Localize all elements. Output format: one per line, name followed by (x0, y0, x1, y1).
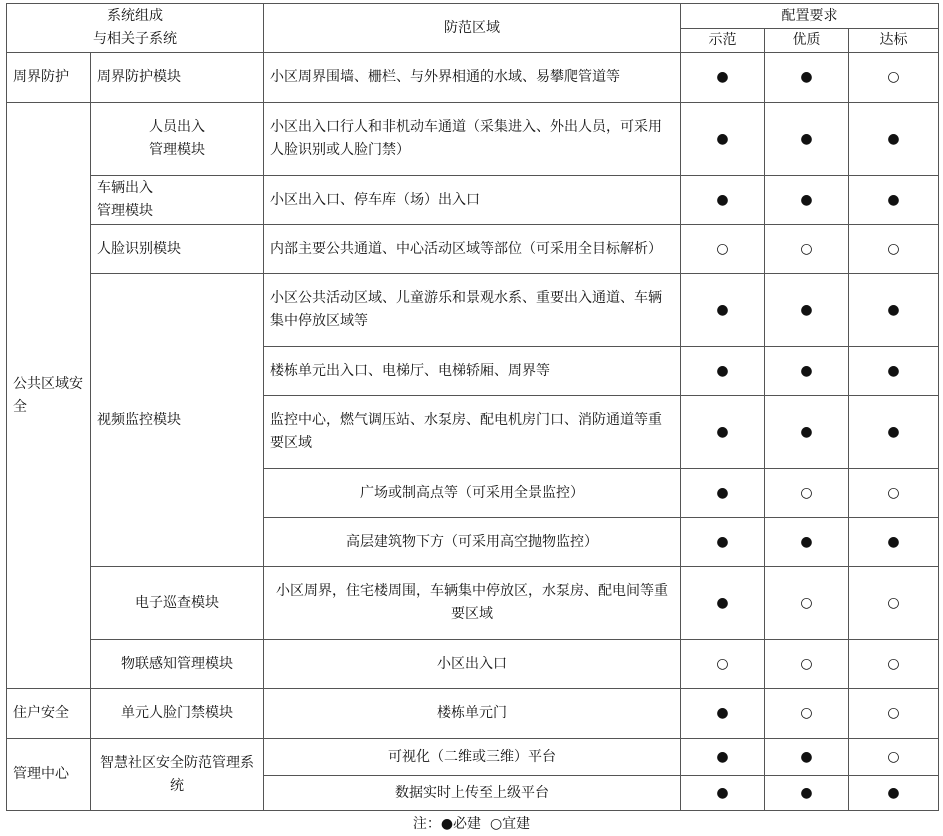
table-note (0, 814, 943, 834)
mark-quality: ● (765, 776, 849, 811)
header-area: 防范区域 (264, 4, 681, 53)
header-level-standard: 达标 (849, 29, 939, 53)
mark-demo: ● (681, 53, 765, 103)
mark-demo: ● (681, 396, 765, 469)
mark-demo: ● (681, 103, 765, 176)
mark-quality: ● (765, 347, 849, 396)
mark-quality: ● (765, 518, 849, 567)
header-config: 配置要求 (681, 4, 939, 29)
mark-quality: ○ (765, 567, 849, 640)
area-cell: 内部主要公共通道、中心活动区域等部位（可采用全目标解析） (264, 225, 681, 274)
note-required: ●必建 (440, 816, 482, 832)
module-face-recognition: 人脸识别模块 (91, 225, 264, 274)
mark-standard: ○ (849, 739, 939, 776)
mark-standard: ● (849, 776, 939, 811)
category-public: 公共区域安全 (7, 103, 91, 689)
table-row (7, 176, 939, 225)
mark-standard: ○ (849, 640, 939, 689)
mark-standard: ● (849, 176, 939, 225)
module-electronic-patrol: 电子巡查模块 (91, 567, 264, 640)
table-row (7, 274, 939, 347)
mark-quality: ● (765, 739, 849, 776)
mark-standard: ● (849, 396, 939, 469)
area-cell: 小区周界，住宅楼周围，车辆集中停放区，水泵房、配电间等重要区域 (264, 567, 681, 640)
mark-standard: ● (849, 347, 939, 396)
mark-standard: ○ (849, 469, 939, 518)
table-row (7, 103, 939, 176)
area-cell: 小区周界围墙、栅栏、与外界相通的水域、易攀爬管道等 (264, 53, 681, 103)
mark-demo: ● (681, 739, 765, 776)
mark-quality: ● (765, 53, 849, 103)
mark-quality: ● (765, 396, 849, 469)
mark-standard: ● (849, 103, 939, 176)
header-level-demo: 示范 (681, 29, 765, 53)
mark-demo: ● (681, 567, 765, 640)
mark-quality: ○ (765, 225, 849, 274)
module-smart-security-system: 智慧社区安全防范管理系统 (91, 739, 264, 811)
area-cell: 小区公共活动区域、儿童游乐和景观水系、重要出入通道、车辆集中停放区域等 (264, 274, 681, 347)
table-row (7, 53, 939, 103)
area-cell: 监控中心，燃气调压站、水泵房、配电机房门口、消防通道等重要区域 (264, 396, 681, 469)
mark-standard: ○ (849, 689, 939, 739)
module-iot-sensing: 物联感知管理模块 (91, 640, 264, 689)
area-cell: 高层建筑物下方（可采用高空抛物监控） (264, 518, 681, 567)
mark-standard: ● (849, 274, 939, 347)
category-management: 管理中心 (7, 739, 91, 811)
note-suggested: ○宜建 (489, 816, 531, 832)
area-cell: 可视化（二维或三维）平台 (264, 739, 681, 776)
table-row (7, 739, 939, 776)
mark-demo: ● (681, 518, 765, 567)
mark-standard: ○ (849, 567, 939, 640)
mark-demo: ● (681, 689, 765, 739)
area-cell: 楼栋单元出入口、电梯厅、电梯轿厢、周界等 (264, 347, 681, 396)
table-row (7, 689, 939, 739)
module-perimeter-protection: 周界防护模块 (91, 53, 264, 103)
table-row (7, 567, 939, 640)
area-cell: 楼栋单元门 (264, 689, 681, 739)
mark-demo: ● (681, 347, 765, 396)
note-prefix: 注： (412, 816, 441, 832)
area-cell: 广场或制高点等（可采用全景监控） (264, 469, 681, 518)
area-cell: 数据实时上传至上级平台 (264, 776, 681, 811)
category-perimeter: 周界防护 (7, 53, 91, 103)
table-row (7, 225, 939, 274)
mark-standard: ○ (849, 53, 939, 103)
area-cell: 小区出入口行人和非机动车通道（采集进入、外出人员，可采用人脸识别或人脸门禁） (264, 103, 681, 176)
mark-quality: ○ (765, 640, 849, 689)
mark-quality: ○ (765, 469, 849, 518)
module-unit-face-access: 单元人脸门禁模块 (91, 689, 264, 739)
module-personnel: 人员出入 管理模块 (91, 103, 264, 176)
mark-demo: ● (681, 469, 765, 518)
category-resident: 住户安全 (7, 689, 91, 739)
mark-demo: ● (681, 776, 765, 811)
mark-standard: ● (849, 518, 939, 567)
mark-quality: ○ (765, 689, 849, 739)
header-system: 系统组成 与相关子系统 (7, 4, 264, 53)
mark-standard: ○ (849, 225, 939, 274)
mark-demo: ○ (681, 640, 765, 689)
security-config-table (6, 3, 939, 811)
mark-quality: ● (765, 103, 849, 176)
mark-demo: ● (681, 274, 765, 347)
area-cell: 小区出入口、停车库（场）出入口 (264, 176, 681, 225)
area-cell: 小区出入口 (264, 640, 681, 689)
table-row (7, 640, 939, 689)
header-level-quality: 优质 (765, 29, 849, 53)
module-video-monitoring: 视频监控模块 (91, 274, 264, 567)
mark-quality: ● (765, 274, 849, 347)
module-vehicle: 车辆出入 管理模块 (91, 176, 264, 225)
mark-demo: ○ (681, 225, 765, 274)
mark-demo: ● (681, 176, 765, 225)
mark-quality: ● (765, 176, 849, 225)
